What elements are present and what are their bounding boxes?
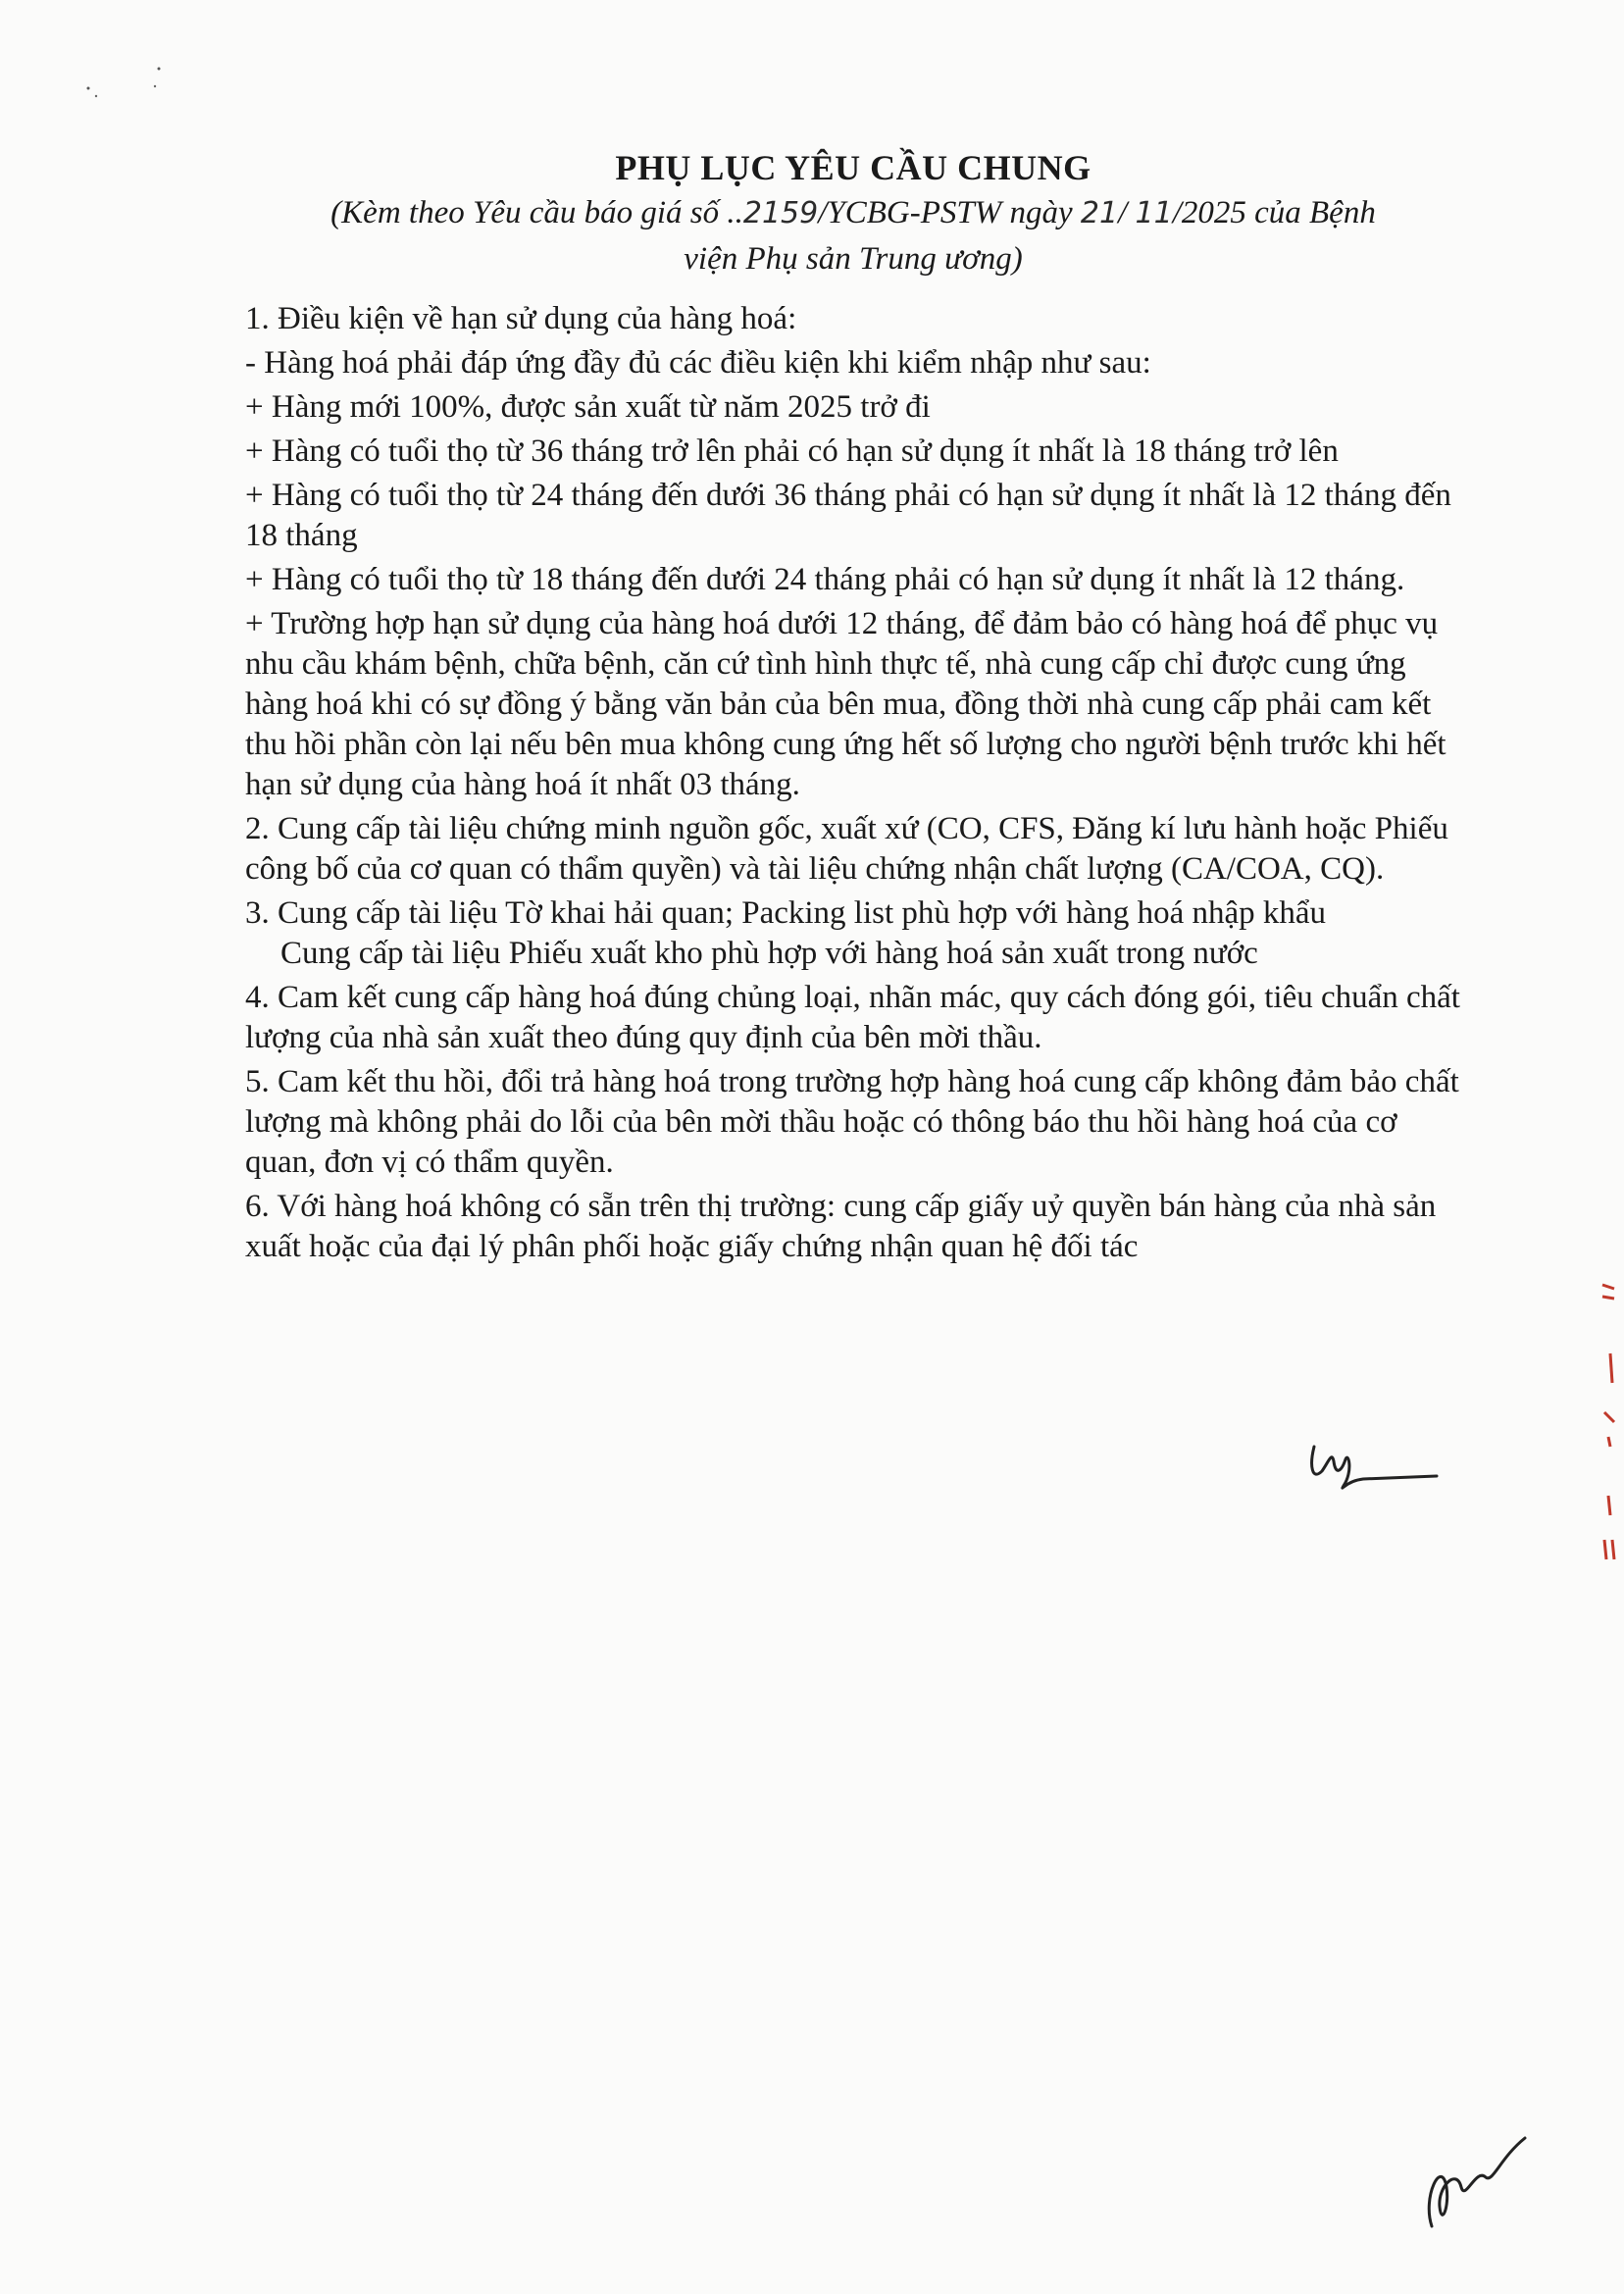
paragraph: 6. Với hàng hoá không có sẵn trên thị trường: cung cấp giấy uỷ quyền bán hàng của nhà sản xuất hoặc của đại lý phân phối hoặc giấy chứng nhận quan hệ đối tác <box>245 1189 1437 1264</box>
paragraph: + Hàng mới 100%, được sản xuất từ năm 2025 trở đi <box>245 389 931 425</box>
handwritten-initials <box>1275 1432 1451 1501</box>
paragraph: + Trường hợp hạn sử dụng của hàng hoá dưới 12 tháng, để đảm bảo có hàng hoá để phục vụ nhu cầu khám bệnh, chữa bệnh, căn cứ tình hình thực tế, nhà cung cấp chỉ được cung ứng hàng hoá khi có sự đồng ý bằng văn bản của bên mua, đồng thời nhà cung cấp phải cam kết thu hồi phần còn lại nếu bên mua không cung ứng hết số lượng cho người bệnh trước khi hết hạn sử dụng của hàng hoá ít nhất 03 tháng. <box>245 606 1446 802</box>
subtitle-line2: viện Phụ sản Trung ương) <box>684 241 1023 277</box>
paragraph: 3. Cung cấp tài liệu Tờ khai hải quan; Packing list phù hợp với hàng hoá nhập khẩu <box>245 895 1327 931</box>
paragraph: 5. Cam kết thu hồi, đổi trả hàng hoá trong trường hợp hàng hoá cung cấp không đảm bảo chất lượng mà không phải do lỗi của bên mời thầu hoặc có thông báo thu hồi hàng hoá của cơ quan, đơn vị có thẩm quyền. <box>245 1064 1459 1180</box>
handwritten-number: 2159 <box>742 196 819 230</box>
handwritten-day: 21 <box>1080 196 1119 230</box>
subtitle-middle: /YCBG-PSTW ngày <box>818 195 1073 230</box>
scan-specks <box>78 59 177 108</box>
document-subtitle: (Kèm theo Yêu cầu báo giá số ..2159/YCBG-PSTW ngày 21/ 11/2025 của Bệnh viện Phụ sản Trung ương) <box>330 195 1376 277</box>
document-title: PHỤ LỤC YÊU CẦU CHUNG <box>615 148 1091 187</box>
paragraph: 4. Cam kết cung cấp hàng hoá đúng chủng loại, nhãn mác, quy cách đóng gói, tiêu chuẩn chất lượng của nhà sản xuất theo đúng quy định của bên mời thầu. <box>245 980 1460 1055</box>
signature <box>1402 2128 1530 2236</box>
subtitle-prefix: (Kèm theo Yêu cầu báo giá số <box>330 195 720 230</box>
paragraph: - Hàng hoá phải đáp ứng đầy đủ các điều kiện khi kiểm nhập như sau: <box>245 345 1151 381</box>
paragraph: 1. Điều kiện về hạn sử dụng của hàng hoá: <box>245 301 797 336</box>
subtitle-suffix: /2025 của Bệnh <box>1172 195 1376 230</box>
stamp-edge-marks <box>1597 1275 1620 1569</box>
paragraph: + Hàng có tuổi thọ từ 36 tháng trở lên phải có hạn sử dụng ít nhất là 18 tháng trở lên <box>245 433 1339 469</box>
paragraph: + Hàng có tuổi thọ từ 18 tháng đến dưới 24 tháng phải có hạn sử dụng ít nhất là 12 tháng. <box>245 562 1405 597</box>
paragraph: + Hàng có tuổi thọ từ 24 tháng đến dưới 36 tháng phải có hạn sử dụng ít nhất là 12 tháng đến 18 tháng <box>245 478 1451 553</box>
document-header <box>235 147 1471 281</box>
handwritten-month: 11 <box>1135 196 1173 230</box>
document-body <box>245 299 1461 1271</box>
paragraph: 2. Cung cấp tài liệu chứng minh nguồn gốc, xuất xứ (CO, CFS, Đăng kí lưu hành hoặc Phiếu công bố của cơ quan có thẩm quyền) và tài liệu chứng nhận chất lượng (CA/COA, CQ). <box>245 811 1448 887</box>
indented-paragraph: Cung cấp tài liệu Phiếu xuất kho phù hợp với hàng hoá sản xuất trong nước <box>280 936 1258 971</box>
